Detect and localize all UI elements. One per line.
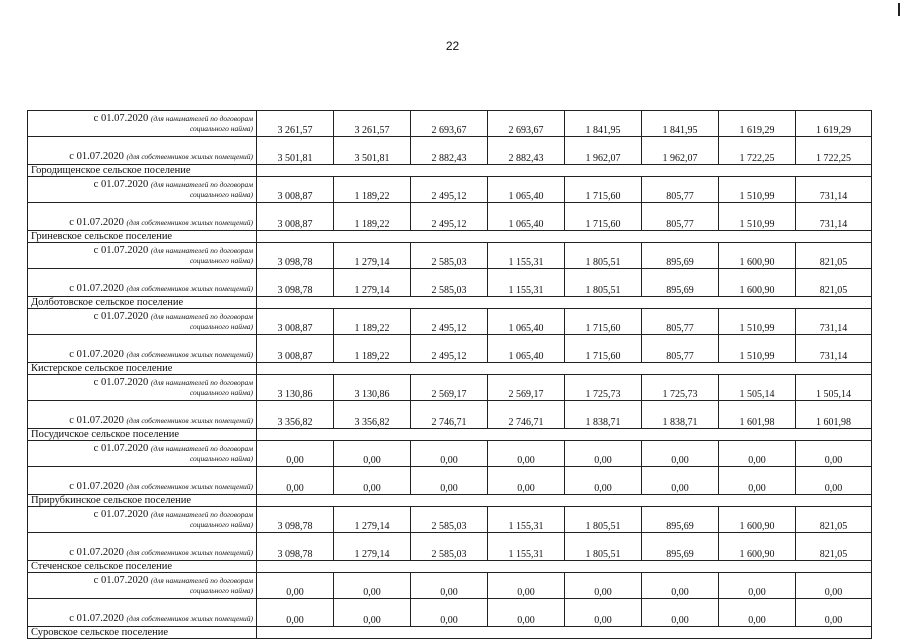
tenant-rate-row xyxy=(28,573,872,599)
tariff-value-cell: 0,00 xyxy=(488,467,565,495)
tenant-label-date: с 01.07.2020 xyxy=(93,443,149,454)
tenant-rate-row xyxy=(28,507,872,533)
tariff-value-cell: 0,00 xyxy=(565,599,642,627)
owner-label-cell xyxy=(28,401,257,429)
tariff-value-cell: 2 746,71 xyxy=(488,401,565,429)
tariff-value-cell: 2 693,67 xyxy=(411,111,488,137)
tariff-value-cell: 3 130,86 xyxy=(257,375,334,401)
tariff-value-cell: 0,00 xyxy=(411,441,488,467)
owner-label-date: с 01.07.2020 xyxy=(69,547,124,558)
tariff-value-cell: 1 805,51 xyxy=(565,243,642,269)
owner-label-note: (для собственников жилых помещений) xyxy=(126,218,253,227)
tenant-label-line xyxy=(31,378,253,388)
tariff-value-cell: 0,00 xyxy=(796,467,872,495)
tenant-label-note: (для нанимателей по договорам xyxy=(150,180,253,189)
owner-label-note: (для собственников жилых помещений) xyxy=(126,548,253,557)
tariff-value-cell: 1 505,14 xyxy=(719,375,796,401)
tariff-value-cell: 2 495,12 xyxy=(411,309,488,335)
tenant-label-date: с 01.07.2020 xyxy=(93,113,149,124)
tariff-value-cell: 3 130,86 xyxy=(334,375,411,401)
owner-rate-row xyxy=(28,269,872,297)
tenant-label-note: (для нанимателей по договорам xyxy=(150,378,253,387)
tariff-value-cell: 0,00 xyxy=(334,573,411,599)
tenant-label-note: (для нанимателей по договорам xyxy=(150,576,253,585)
owner-label-date: с 01.07.2020 xyxy=(69,349,124,360)
owner-label-cell xyxy=(28,269,257,297)
owner-label-date: с 01.07.2020 xyxy=(69,481,124,492)
tenant-label-line xyxy=(31,180,253,190)
tariff-value-cell: 3 501,81 xyxy=(257,137,334,165)
settlement-row xyxy=(28,561,872,573)
tenant-label-note-2: социального найма) xyxy=(189,256,253,265)
settlement-row xyxy=(28,231,872,243)
tenant-label-line xyxy=(31,576,253,586)
tariff-value-cell: 1 962,07 xyxy=(565,137,642,165)
owner-label-date: с 01.07.2020 xyxy=(69,283,124,294)
settlement-row-blank xyxy=(257,627,872,639)
tariff-value-cell: 0,00 xyxy=(565,467,642,495)
settlement-name: Долботовское сельское поселение xyxy=(28,297,257,309)
owner-rate-row xyxy=(28,533,872,561)
settlement-row-blank xyxy=(257,495,872,507)
tariff-value-cell: 1 725,73 xyxy=(565,375,642,401)
tariff-value-cell: 2 882,43 xyxy=(411,137,488,165)
tenant-label-date: с 01.07.2020 xyxy=(93,509,149,520)
tariff-value-cell: 1 601,98 xyxy=(796,401,872,429)
tariff-value-cell: 0,00 xyxy=(488,441,565,467)
tariff-value-cell: 1 601,98 xyxy=(719,401,796,429)
tenant-label-line xyxy=(31,246,253,256)
tariff-value-cell: 1 600,90 xyxy=(719,269,796,297)
tenant-label-cell xyxy=(28,441,257,467)
tariff-value-cell: 1 189,22 xyxy=(334,177,411,203)
tariff-table xyxy=(27,110,872,639)
settlement-row xyxy=(28,297,872,309)
owner-rate-row xyxy=(28,137,872,165)
tariff-value-cell: 1 510,99 xyxy=(719,309,796,335)
settlement-row-blank xyxy=(257,231,872,243)
tariff-value-cell: 3 008,87 xyxy=(257,177,334,203)
settlement-row-blank xyxy=(257,297,872,309)
owner-label-cell xyxy=(28,467,257,495)
tariff-value-cell: 0,00 xyxy=(334,467,411,495)
tariff-value-cell: 731,14 xyxy=(796,177,872,203)
tariff-value-cell: 0,00 xyxy=(796,573,872,599)
tariff-value-cell: 3 098,78 xyxy=(257,243,334,269)
tariff-value-cell: 731,14 xyxy=(796,309,872,335)
tariff-value-cell: 0,00 xyxy=(719,599,796,627)
tenant-label-date: с 01.07.2020 xyxy=(93,377,149,388)
tariff-value-cell: 1 600,90 xyxy=(719,507,796,533)
tenant-label-line xyxy=(31,114,253,124)
tariff-value-cell: 0,00 xyxy=(719,573,796,599)
tariff-value-cell: 895,69 xyxy=(642,269,719,297)
tariff-value-cell: 0,00 xyxy=(257,573,334,599)
owner-label-date: с 01.07.2020 xyxy=(69,415,124,426)
tariff-value-cell: 2 882,43 xyxy=(488,137,565,165)
tenant-label-line xyxy=(31,312,253,322)
tariff-value-cell: 0,00 xyxy=(411,599,488,627)
tariff-value-cell: 2 693,67 xyxy=(488,111,565,137)
tenant-label-note: (для нанимателей по договорам xyxy=(150,312,253,321)
tariff-value-cell: 3 261,57 xyxy=(334,111,411,137)
tariff-value-cell: 895,69 xyxy=(642,533,719,561)
settlement-row xyxy=(28,627,872,639)
tariff-value-cell: 3 098,78 xyxy=(257,507,334,533)
owner-label-cell xyxy=(28,203,257,231)
tariff-value-cell: 821,05 xyxy=(796,243,872,269)
page-number: 22 xyxy=(445,39,460,53)
tariff-value-cell: 2 495,12 xyxy=(411,203,488,231)
tariff-value-cell: 1 715,60 xyxy=(565,309,642,335)
owner-label-note: (для собственников жилых помещений) xyxy=(126,614,253,623)
tariff-value-cell: 1 619,29 xyxy=(796,111,872,137)
tariff-value-cell: 2 585,03 xyxy=(411,507,488,533)
tariff-value-cell: 1 065,40 xyxy=(488,309,565,335)
tariff-value-cell: 3 356,82 xyxy=(257,401,334,429)
settlement-row xyxy=(28,363,872,375)
settlement-name: Посудичское сельское поселение xyxy=(28,429,257,441)
tenant-rate-row xyxy=(28,111,872,137)
tariff-value-cell: 1 841,95 xyxy=(565,111,642,137)
tenant-label-cell xyxy=(28,573,257,599)
tariff-value-cell: 1 155,31 xyxy=(488,269,565,297)
tariff-value-cell: 1 838,71 xyxy=(642,401,719,429)
tariff-value-cell: 1 065,40 xyxy=(488,177,565,203)
tenant-label-note-2: социального найма) xyxy=(189,124,253,133)
tariff-value-cell: 805,77 xyxy=(642,309,719,335)
tariff-value-cell: 0,00 xyxy=(642,441,719,467)
tariff-value-cell: 2 569,17 xyxy=(488,375,565,401)
owner-label-date: с 01.07.2020 xyxy=(69,613,124,624)
tariff-value-cell: 3 008,87 xyxy=(257,203,334,231)
tariff-value-cell: 3 098,78 xyxy=(257,269,334,297)
tariff-value-cell: 1 279,14 xyxy=(334,507,411,533)
tariff-value-cell: 1 715,60 xyxy=(565,203,642,231)
tariff-value-cell: 805,77 xyxy=(642,177,719,203)
tariff-value-cell: 1 065,40 xyxy=(488,335,565,363)
tariff-value-cell: 1 279,14 xyxy=(334,269,411,297)
tenant-label-cell xyxy=(28,375,257,401)
tariff-value-cell: 1 505,14 xyxy=(796,375,872,401)
tariff-value-cell: 1 510,99 xyxy=(719,177,796,203)
tariff-value-cell: 731,14 xyxy=(796,203,872,231)
tenant-label-note-2: социального найма) xyxy=(189,586,253,595)
tariff-value-cell: 0,00 xyxy=(796,599,872,627)
tariff-value-cell: 0,00 xyxy=(719,441,796,467)
tariff-value-cell: 1 189,22 xyxy=(334,309,411,335)
tenant-rate-row xyxy=(28,441,872,467)
owner-label-cell xyxy=(28,599,257,627)
tenant-rate-row xyxy=(28,375,872,401)
tariff-value-cell: 1 600,90 xyxy=(719,533,796,561)
settlement-row xyxy=(28,429,872,441)
tariff-value-cell: 1 841,95 xyxy=(642,111,719,137)
owner-label-note: (для собственников жилых помещений) xyxy=(126,482,253,491)
owner-rate-row xyxy=(28,599,872,627)
tariff-value-cell: 0,00 xyxy=(257,599,334,627)
tariff-value-cell: 1 805,51 xyxy=(565,507,642,533)
tenant-label-note-2: социального найма) xyxy=(189,388,253,397)
tariff-value-cell: 895,69 xyxy=(642,507,719,533)
tariff-value-cell: 895,69 xyxy=(642,243,719,269)
tenant-label-note: (для нанимателей по договорам xyxy=(150,444,253,453)
owner-rate-row xyxy=(28,335,872,363)
tenant-label-date: с 01.07.2020 xyxy=(93,179,149,190)
tariff-value-cell: 1 805,51 xyxy=(565,269,642,297)
tariff-value-cell: 0,00 xyxy=(642,573,719,599)
tariff-value-cell: 2 585,03 xyxy=(411,269,488,297)
settlement-name: Городищенское сельское поселение xyxy=(28,165,257,177)
tariff-value-cell: 821,05 xyxy=(796,269,872,297)
tariff-value-cell: 3 501,81 xyxy=(334,137,411,165)
owner-label-note: (для собственников жилых помещений) xyxy=(126,416,253,425)
tariff-value-cell: 0,00 xyxy=(257,467,334,495)
tariff-value-cell: 1 279,14 xyxy=(334,533,411,561)
tariff-value-cell: 821,05 xyxy=(796,533,872,561)
tariff-value-cell: 1 715,60 xyxy=(565,335,642,363)
tariff-value-cell: 805,77 xyxy=(642,203,719,231)
tariff-value-cell: 1 510,99 xyxy=(719,203,796,231)
tariff-value-cell: 2 585,03 xyxy=(411,243,488,269)
tenant-label-cell xyxy=(28,177,257,203)
tariff-value-cell: 1 962,07 xyxy=(642,137,719,165)
tenant-label-cell xyxy=(28,309,257,335)
tariff-value-cell: 1 715,60 xyxy=(565,177,642,203)
tariff-value-cell: 1 065,40 xyxy=(488,203,565,231)
owner-label-note: (для собственников жилых помещений) xyxy=(126,152,253,161)
owner-label-date: с 01.07.2020 xyxy=(69,217,124,228)
tariff-value-cell: 0,00 xyxy=(411,573,488,599)
tenant-label-date: с 01.07.2020 xyxy=(93,311,149,322)
owner-label-note: (для собственников жилых помещений) xyxy=(126,350,253,359)
tenant-label-date: с 01.07.2020 xyxy=(93,245,149,256)
settlement-name: Стеченское сельское поселение xyxy=(28,561,257,573)
tariff-value-cell: 0,00 xyxy=(642,599,719,627)
tariff-value-cell: 0,00 xyxy=(642,467,719,495)
tariff-value-cell: 1 279,14 xyxy=(334,243,411,269)
tariff-value-cell: 1 155,31 xyxy=(488,507,565,533)
tariff-value-cell: 1 722,25 xyxy=(719,137,796,165)
owner-label-cell xyxy=(28,137,257,165)
tenant-label-line xyxy=(31,510,253,520)
tenant-rate-row xyxy=(28,177,872,203)
tariff-value-cell: 1 189,22 xyxy=(334,203,411,231)
settlement-name: Гриневское сельское поселение xyxy=(28,231,257,243)
tariff-value-cell: 2 569,17 xyxy=(411,375,488,401)
tenant-label-note: (для нанимателей по договорам xyxy=(150,510,253,519)
tariff-value-cell: 3 261,57 xyxy=(257,111,334,137)
tariff-value-cell: 1 189,22 xyxy=(334,335,411,363)
tenant-label-note-2: социального найма) xyxy=(189,520,253,529)
tariff-value-cell: 2 746,71 xyxy=(411,401,488,429)
tenant-label-note-2: социального найма) xyxy=(189,454,253,463)
owner-rate-row xyxy=(28,401,872,429)
tariff-value-cell: 1 722,25 xyxy=(796,137,872,165)
settlement-row-blank xyxy=(257,429,872,441)
tariff-value-cell: 821,05 xyxy=(796,507,872,533)
owner-label-date: с 01.07.2020 xyxy=(69,151,124,162)
tenant-rate-row xyxy=(28,243,872,269)
settlement-row xyxy=(28,165,872,177)
tariff-value-cell: 0,00 xyxy=(565,573,642,599)
tariff-value-cell: 1 838,71 xyxy=(565,401,642,429)
owner-rate-row xyxy=(28,467,872,495)
owner-label-note: (для собственников жилых помещений) xyxy=(126,284,253,293)
tariff-value-cell: 2 585,03 xyxy=(411,533,488,561)
tenant-rate-row xyxy=(28,309,872,335)
tariff-value-cell: 805,77 xyxy=(642,335,719,363)
settlement-row-blank xyxy=(257,165,872,177)
tariff-value-cell: 0,00 xyxy=(488,573,565,599)
settlement-row xyxy=(28,495,872,507)
tenant-label-note: (для нанимателей по договорам xyxy=(150,114,253,123)
tariff-value-cell: 731,14 xyxy=(796,335,872,363)
tariff-value-cell: 1 725,73 xyxy=(642,375,719,401)
tariff-value-cell: 1 510,99 xyxy=(719,335,796,363)
tariff-value-cell: 2 495,12 xyxy=(411,177,488,203)
tariff-value-cell: 3 008,87 xyxy=(257,309,334,335)
tariff-value-cell: 1 155,31 xyxy=(488,243,565,269)
tenant-label-note-2: социального найма) xyxy=(189,190,253,199)
tariff-value-cell: 1 155,31 xyxy=(488,533,565,561)
tariff-value-cell: 2 495,12 xyxy=(411,335,488,363)
owner-label-cell xyxy=(28,335,257,363)
scan-edge-mark xyxy=(898,3,900,16)
tariff-value-cell: 3 008,87 xyxy=(257,335,334,363)
tariff-value-cell: 0,00 xyxy=(565,441,642,467)
tenant-label-date: с 01.07.2020 xyxy=(93,575,149,586)
tenant-label-line xyxy=(31,444,253,454)
tenant-label-cell xyxy=(28,507,257,533)
tariff-value-cell: 0,00 xyxy=(257,441,334,467)
tenant-label-note: (для нанимателей по договорам xyxy=(150,246,253,255)
settlement-name: Кистерское сельское поселение xyxy=(28,363,257,375)
tariff-value-cell: 1 619,29 xyxy=(719,111,796,137)
tenant-label-note-2: социального найма) xyxy=(189,322,253,331)
tariff-value-cell: 1 805,51 xyxy=(565,533,642,561)
settlement-row-blank xyxy=(257,363,872,375)
tariff-value-cell: 0,00 xyxy=(334,599,411,627)
tariff-value-cell: 0,00 xyxy=(488,599,565,627)
owner-label-cell xyxy=(28,533,257,561)
tariff-value-cell: 0,00 xyxy=(719,467,796,495)
tariff-value-cell: 0,00 xyxy=(411,467,488,495)
owner-rate-row xyxy=(28,203,872,231)
tariff-value-cell: 1 600,90 xyxy=(719,243,796,269)
tariff-value-cell: 3 356,82 xyxy=(334,401,411,429)
tenant-label-cell xyxy=(28,243,257,269)
settlement-name: Суровское сельское поселение xyxy=(28,627,257,639)
tariff-value-cell: 0,00 xyxy=(334,441,411,467)
tenant-label-cell xyxy=(28,111,257,137)
tariff-value-cell: 0,00 xyxy=(796,441,872,467)
tariff-value-cell: 3 098,78 xyxy=(257,533,334,561)
settlement-row-blank xyxy=(257,561,872,573)
settlement-name: Прирубкинское сельское поселение xyxy=(28,495,257,507)
